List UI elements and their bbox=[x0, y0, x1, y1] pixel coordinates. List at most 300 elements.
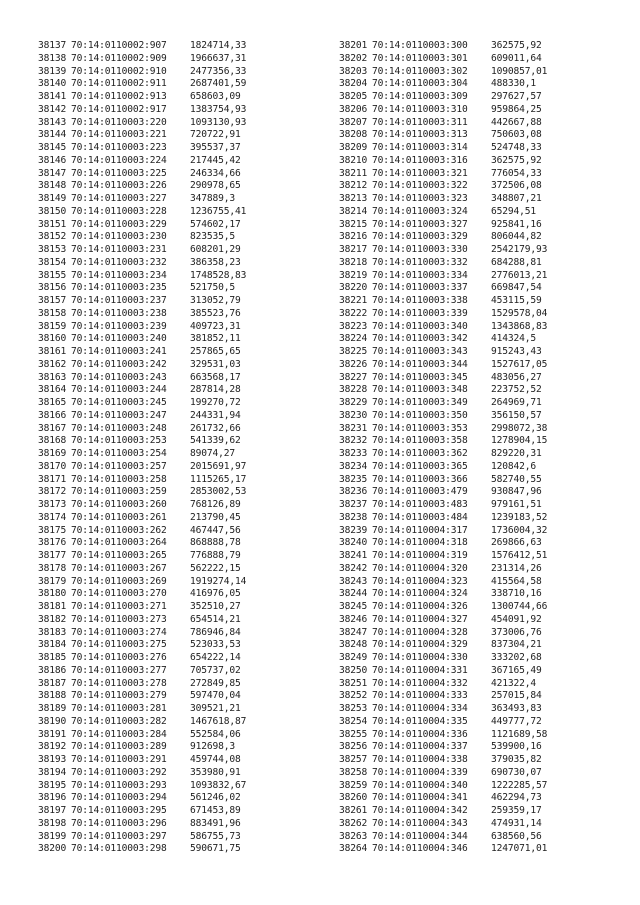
row-number: 38174 bbox=[38, 511, 67, 523]
left-row bbox=[38, 282, 338, 295]
left-row bbox=[38, 91, 338, 104]
value: 483056,27 bbox=[491, 371, 542, 383]
cadastral-number: 70:14:0110003:271 bbox=[71, 601, 167, 612]
row-number: 38227 bbox=[339, 371, 368, 383]
left-row bbox=[38, 843, 338, 856]
row-number: 38245 bbox=[339, 601, 368, 612]
cadastral-number: 70:14:0110003:264 bbox=[71, 537, 167, 549]
left-row bbox=[38, 410, 338, 423]
row-number: 38184 bbox=[38, 639, 67, 651]
row-number: 38158 bbox=[38, 307, 67, 319]
value: 409723,31 bbox=[190, 320, 241, 332]
value: 829220,31 bbox=[491, 448, 542, 459]
value: 1576412,51 bbox=[491, 550, 548, 561]
value: 868888,78 bbox=[190, 537, 241, 549]
right-row bbox=[339, 168, 639, 181]
right-row bbox=[339, 282, 639, 295]
value: 347889,3 bbox=[190, 193, 236, 204]
left-row bbox=[38, 257, 338, 270]
row-number: 38138 bbox=[38, 52, 67, 64]
left-row bbox=[38, 537, 338, 550]
row-number: 38241 bbox=[339, 550, 368, 561]
value: 449777,72 bbox=[491, 715, 542, 727]
right-row bbox=[339, 767, 639, 780]
cadastral-number: 70:14:0110004:320 bbox=[372, 562, 468, 574]
left-row bbox=[38, 512, 338, 525]
value: 1748528,83 bbox=[190, 269, 247, 281]
right-row bbox=[339, 435, 639, 448]
left-row bbox=[38, 563, 338, 576]
cadastral-number: 70:14:0110004:341 bbox=[372, 792, 468, 804]
left-row bbox=[38, 104, 338, 117]
left-row bbox=[38, 308, 338, 321]
value: 609011,64 bbox=[491, 52, 542, 64]
value: 1736004,32 bbox=[491, 524, 548, 536]
value: 309521,21 bbox=[190, 703, 241, 714]
right-row bbox=[339, 53, 639, 66]
row-number: 38176 bbox=[38, 537, 67, 549]
value: 257865,65 bbox=[190, 346, 241, 357]
value: 1278904,15 bbox=[491, 435, 548, 447]
value: 244331,94 bbox=[190, 409, 241, 421]
value: 120842,6 bbox=[491, 460, 537, 472]
cadastral-number: 70:14:0110003:289 bbox=[71, 741, 167, 753]
cadastral-number: 70:14:0110004:323 bbox=[372, 575, 468, 587]
value: 521750,5 bbox=[190, 282, 236, 294]
row-number: 38204 bbox=[339, 78, 368, 90]
cadastral-number: 70:14:0110004:339 bbox=[372, 766, 468, 778]
value: 454091,92 bbox=[491, 613, 542, 625]
row-number: 38161 bbox=[38, 346, 67, 357]
value: 385523,76 bbox=[190, 307, 241, 319]
cadastral-number: 70:14:0110003:276 bbox=[71, 652, 167, 663]
row-number: 38181 bbox=[38, 601, 67, 612]
cadastral-number: 70:14:0110003:366 bbox=[372, 473, 468, 485]
cadastral-number: 70:14:0110003:234 bbox=[71, 269, 167, 281]
cadastral-number: 70:14:0110003:479 bbox=[372, 486, 468, 498]
row-number: 38222 bbox=[339, 307, 368, 319]
row-number: 38242 bbox=[339, 562, 368, 574]
value: 367165,49 bbox=[491, 664, 542, 676]
row-number: 38153 bbox=[38, 244, 67, 255]
left-row bbox=[38, 168, 338, 181]
left-row bbox=[38, 66, 338, 79]
cadastral-number: 70:14:0110003:348 bbox=[372, 384, 468, 396]
row-number: 38255 bbox=[339, 728, 368, 740]
value: 883491,96 bbox=[190, 817, 241, 829]
right-row bbox=[339, 410, 639, 423]
cadastral-number: 70:14:0110004:317 bbox=[372, 524, 468, 536]
right-row bbox=[339, 576, 639, 589]
row-number: 38244 bbox=[339, 588, 368, 600]
right-row bbox=[339, 295, 639, 308]
left-row bbox=[38, 295, 338, 308]
row-number: 38211 bbox=[339, 167, 368, 179]
value: 1343868,83 bbox=[491, 320, 548, 332]
value: 65294,51 bbox=[491, 205, 537, 217]
cadastral-number: 70:14:0110003:223 bbox=[71, 142, 167, 153]
row-number: 38148 bbox=[38, 180, 67, 192]
value: 372506,08 bbox=[491, 180, 542, 192]
value: 1966637,31 bbox=[190, 52, 247, 64]
right-row bbox=[339, 372, 639, 385]
right-row bbox=[339, 486, 639, 499]
left-row bbox=[38, 448, 338, 461]
cadastral-number: 70:14:0110002:911 bbox=[71, 78, 167, 90]
row-number: 38189 bbox=[38, 703, 67, 714]
cadastral-number: 70:14:0110003:267 bbox=[71, 562, 167, 574]
value: 562222,15 bbox=[190, 562, 241, 574]
row-number: 38162 bbox=[38, 358, 67, 370]
cadastral-number: 70:14:0110003:294 bbox=[71, 792, 167, 804]
right-row bbox=[339, 91, 639, 104]
row-number: 38179 bbox=[38, 575, 67, 587]
row-number: 38143 bbox=[38, 116, 67, 128]
row-number: 38207 bbox=[339, 116, 368, 128]
left-row bbox=[38, 423, 338, 436]
right-row bbox=[339, 716, 639, 729]
cadastral-number: 70:14:0110004:331 bbox=[372, 664, 468, 676]
row-number: 38203 bbox=[339, 65, 368, 77]
value: 654222,14 bbox=[190, 652, 241, 663]
row-number: 38251 bbox=[339, 677, 368, 689]
row-number: 38140 bbox=[38, 78, 67, 90]
right-row bbox=[339, 117, 639, 130]
row-number: 38199 bbox=[38, 830, 67, 842]
cadastral-number: 70:14:0110003:324 bbox=[372, 205, 468, 217]
left-row bbox=[38, 244, 338, 257]
row-number: 38175 bbox=[38, 524, 67, 536]
right-row bbox=[339, 601, 639, 614]
cadastral-number: 70:14:0110004:330 bbox=[372, 652, 468, 663]
cadastral-number: 70:14:0110003:258 bbox=[71, 473, 167, 485]
cadastral-number: 70:14:0110003:232 bbox=[71, 256, 167, 268]
row-number: 38168 bbox=[38, 435, 67, 447]
value: 373006,76 bbox=[491, 626, 542, 638]
cadastral-number: 70:14:0110003:297 bbox=[71, 830, 167, 842]
cadastral-number: 70:14:0110003:296 bbox=[71, 817, 167, 829]
cadastral-number: 70:14:0110004:324 bbox=[372, 588, 468, 600]
row-number: 38157 bbox=[38, 295, 67, 306]
row-number: 38186 bbox=[38, 664, 67, 676]
value: 823535,5 bbox=[190, 231, 236, 243]
value: 333202,68 bbox=[491, 652, 542, 663]
value: 313052,79 bbox=[190, 295, 241, 306]
value: 638560,56 bbox=[491, 830, 542, 842]
value: 338710,16 bbox=[491, 588, 542, 600]
row-number: 38240 bbox=[339, 537, 368, 549]
value: 415564,58 bbox=[491, 575, 542, 587]
right-row bbox=[339, 792, 639, 805]
row-number: 38248 bbox=[339, 639, 368, 651]
cadastral-number: 70:14:0110004:327 bbox=[372, 613, 468, 625]
right-row bbox=[339, 244, 639, 257]
right-row bbox=[339, 741, 639, 754]
right-row bbox=[339, 321, 639, 334]
value: 586755,73 bbox=[190, 830, 241, 842]
right-row bbox=[339, 678, 639, 691]
row-number: 38239 bbox=[339, 524, 368, 536]
row-number: 38217 bbox=[339, 244, 368, 255]
row-number: 38187 bbox=[38, 677, 67, 689]
row-number: 38142 bbox=[38, 103, 67, 115]
cadastral-number: 70:14:0110003:227 bbox=[71, 193, 167, 204]
value: 582740,55 bbox=[491, 473, 542, 485]
row-number: 38205 bbox=[339, 91, 368, 102]
value: 467447,56 bbox=[190, 524, 241, 536]
row-number: 38228 bbox=[339, 384, 368, 396]
value: 272849,85 bbox=[190, 677, 241, 689]
cadastral-number: 70:14:0110004:337 bbox=[372, 741, 468, 753]
row-number: 38178 bbox=[38, 562, 67, 574]
cadastral-number: 70:14:0110003:310 bbox=[372, 103, 468, 115]
right-row bbox=[339, 474, 639, 487]
cadastral-number: 70:14:0110003:330 bbox=[372, 244, 468, 255]
row-number: 38152 bbox=[38, 231, 67, 243]
row-number: 38144 bbox=[38, 129, 67, 141]
value: 1093832,67 bbox=[190, 779, 247, 791]
row-number: 38231 bbox=[339, 422, 368, 434]
value: 442667,88 bbox=[491, 116, 542, 128]
cadastral-number: 70:14:0110003:241 bbox=[71, 346, 167, 357]
right-row bbox=[339, 843, 639, 856]
value: 453115,59 bbox=[491, 295, 542, 306]
row-number: 38208 bbox=[339, 129, 368, 141]
right-row bbox=[339, 690, 639, 703]
left-row bbox=[38, 78, 338, 91]
cadastral-number: 70:14:0110003:235 bbox=[71, 282, 167, 294]
cadastral-number: 70:14:0110003:282 bbox=[71, 715, 167, 727]
right-row bbox=[339, 831, 639, 844]
right-row bbox=[339, 346, 639, 359]
value: 1529578,04 bbox=[491, 307, 548, 319]
right-row bbox=[339, 142, 639, 155]
cadastral-number: 70:14:0110003:224 bbox=[71, 154, 167, 166]
right-row bbox=[339, 308, 639, 321]
value: 1247071,01 bbox=[491, 843, 548, 855]
left-row bbox=[38, 372, 338, 385]
right-row bbox=[339, 754, 639, 767]
row-number: 38172 bbox=[38, 486, 67, 498]
row-number: 38151 bbox=[38, 218, 67, 230]
cadastral-number: 70:14:0110003:295 bbox=[71, 805, 167, 816]
cadastral-number: 70:14:0110003:483 bbox=[372, 499, 468, 510]
cadastral-number: 70:14:0110003:323 bbox=[372, 193, 468, 204]
row-number: 38256 bbox=[339, 741, 368, 753]
left-row bbox=[38, 40, 338, 53]
cadastral-number: 70:14:0110003:309 bbox=[372, 91, 468, 102]
value: 462294,73 bbox=[491, 792, 542, 804]
value: 199270,72 bbox=[190, 397, 241, 408]
left-row bbox=[38, 627, 338, 640]
left-row bbox=[38, 601, 338, 614]
value: 290978,65 bbox=[190, 180, 241, 192]
value: 786946,84 bbox=[190, 626, 241, 638]
cadastral-number: 70:14:0110003:265 bbox=[71, 550, 167, 561]
row-number: 38243 bbox=[339, 575, 368, 587]
right-row bbox=[339, 257, 639, 270]
value: 523033,53 bbox=[190, 639, 241, 651]
cadastral-number: 70:14:0110003:358 bbox=[372, 435, 468, 447]
cadastral-number: 70:14:0110003:338 bbox=[372, 295, 468, 306]
row-number: 38197 bbox=[38, 805, 67, 816]
cadastral-number: 70:14:0110004:319 bbox=[372, 550, 468, 561]
left-row bbox=[38, 474, 338, 487]
cadastral-number: 70:14:0110003:253 bbox=[71, 435, 167, 447]
cadastral-number: 70:14:0110003:321 bbox=[372, 167, 468, 179]
value: 217445,42 bbox=[190, 154, 241, 166]
right-row bbox=[339, 499, 639, 512]
cadastral-number: 70:14:0110003:240 bbox=[71, 333, 167, 345]
row-number: 38192 bbox=[38, 741, 67, 753]
row-number: 38182 bbox=[38, 613, 67, 625]
row-number: 38141 bbox=[38, 91, 67, 102]
cadastral-number: 70:14:0110003:242 bbox=[71, 358, 167, 370]
value: 1467618,87 bbox=[190, 715, 247, 727]
cadastral-number: 70:14:0110004:328 bbox=[372, 626, 468, 638]
value: 608201,29 bbox=[190, 244, 241, 255]
left-row bbox=[38, 397, 338, 410]
cadastral-number: 70:14:0110003:279 bbox=[71, 690, 167, 702]
row-number: 38232 bbox=[339, 435, 368, 447]
value: 912698,3 bbox=[190, 741, 236, 753]
value: 246334,66 bbox=[190, 167, 241, 179]
value: 362575,92 bbox=[491, 154, 542, 166]
left-row bbox=[38, 321, 338, 334]
cadastral-number: 70:14:0110003:220 bbox=[71, 116, 167, 128]
cadastral-number: 70:14:0110002:913 bbox=[71, 91, 167, 102]
cadastral-number: 70:14:0110003:260 bbox=[71, 499, 167, 510]
row-number: 38183 bbox=[38, 626, 67, 638]
left-row bbox=[38, 805, 338, 818]
row-number: 38202 bbox=[339, 52, 368, 64]
cadastral-number: 70:14:0110003:298 bbox=[71, 843, 167, 855]
cadastral-number: 70:14:0110004:342 bbox=[372, 805, 468, 816]
row-number: 38252 bbox=[339, 690, 368, 702]
left-row bbox=[38, 346, 338, 359]
row-number: 38190 bbox=[38, 715, 67, 727]
row-number: 38137 bbox=[38, 40, 67, 51]
row-number: 38154 bbox=[38, 256, 67, 268]
cadastral-number: 70:14:0110003:277 bbox=[71, 664, 167, 676]
row-number: 38145 bbox=[38, 142, 67, 153]
value: 223752,52 bbox=[491, 384, 542, 396]
value: 2687401,59 bbox=[190, 78, 247, 90]
cadastral-number: 70:14:0110003:350 bbox=[372, 409, 468, 421]
value: 768126,89 bbox=[190, 499, 241, 510]
row-number: 38159 bbox=[38, 320, 67, 332]
value: 353980,91 bbox=[190, 766, 241, 778]
value: 2542179,93 bbox=[491, 244, 548, 255]
value: 386358,23 bbox=[190, 256, 241, 268]
value: 213790,45 bbox=[190, 511, 241, 523]
row-number: 38198 bbox=[38, 817, 67, 829]
row-number: 38215 bbox=[339, 218, 368, 230]
value: 959864,25 bbox=[491, 103, 542, 115]
cadastral-number: 70:14:0110003:293 bbox=[71, 779, 167, 791]
left-row bbox=[38, 639, 338, 652]
row-number: 38163 bbox=[38, 371, 67, 383]
cadastral-number: 70:14:0110004:326 bbox=[372, 601, 468, 612]
left-row bbox=[38, 818, 338, 831]
left-row bbox=[38, 652, 338, 665]
row-number: 38259 bbox=[339, 779, 368, 791]
row-number: 38257 bbox=[339, 754, 368, 765]
value: 539900,16 bbox=[491, 741, 542, 753]
row-number: 38214 bbox=[339, 205, 368, 217]
value: 597470,04 bbox=[190, 690, 241, 702]
row-number: 38170 bbox=[38, 460, 67, 472]
value: 2477356,33 bbox=[190, 65, 247, 77]
right-row bbox=[339, 639, 639, 652]
value: 379035,82 bbox=[491, 754, 542, 765]
cadastral-number: 70:14:0110004:329 bbox=[372, 639, 468, 651]
value: 352510,27 bbox=[190, 601, 241, 612]
right-row bbox=[339, 563, 639, 576]
right-row bbox=[339, 627, 639, 640]
row-number: 38150 bbox=[38, 205, 67, 217]
left-row bbox=[38, 754, 338, 767]
left-row bbox=[38, 831, 338, 844]
cadastral-number: 70:14:0110002:909 bbox=[71, 52, 167, 64]
left-row bbox=[38, 576, 338, 589]
left-row bbox=[38, 780, 338, 793]
row-number: 38146 bbox=[38, 154, 67, 166]
row-number: 38206 bbox=[339, 103, 368, 115]
value: 705737,02 bbox=[190, 664, 241, 676]
left-row bbox=[38, 792, 338, 805]
cadastral-number: 70:14:0110003:243 bbox=[71, 371, 167, 383]
value: 2998072,38 bbox=[491, 422, 548, 434]
row-number: 38169 bbox=[38, 448, 67, 459]
right-row bbox=[339, 129, 639, 142]
left-row bbox=[38, 53, 338, 66]
cadastral-number: 70:14:0110003:327 bbox=[372, 218, 468, 230]
cadastral-number: 70:14:0110003:343 bbox=[372, 346, 468, 357]
row-number: 38201 bbox=[339, 40, 368, 51]
row-number: 38260 bbox=[339, 792, 368, 804]
row-number: 38167 bbox=[38, 422, 67, 434]
row-number: 38149 bbox=[38, 193, 67, 204]
cadastral-number: 70:14:0110003:311 bbox=[372, 116, 468, 128]
right-row bbox=[339, 537, 639, 550]
right-row bbox=[339, 729, 639, 742]
row-number: 38234 bbox=[339, 460, 368, 472]
right-row bbox=[339, 40, 639, 53]
cadastral-number: 70:14:0110003:342 bbox=[372, 333, 468, 345]
row-number: 38180 bbox=[38, 588, 67, 600]
value: 1222285,57 bbox=[491, 779, 548, 791]
cadastral-number: 70:14:0110004:333 bbox=[372, 690, 468, 702]
left-row bbox=[38, 499, 338, 512]
cadastral-number: 70:14:0110004:343 bbox=[372, 817, 468, 829]
value: 552584,06 bbox=[190, 728, 241, 740]
row-number: 38249 bbox=[339, 652, 368, 663]
cadastral-number: 70:14:0110002:907 bbox=[71, 40, 167, 51]
value: 979161,51 bbox=[491, 499, 542, 510]
cadastral-number: 70:14:0110003:300 bbox=[372, 40, 468, 51]
left-row bbox=[38, 690, 338, 703]
cadastral-number: 70:14:0110004:340 bbox=[372, 779, 468, 791]
right-row bbox=[339, 180, 639, 193]
cadastral-number: 70:14:0110003:231 bbox=[71, 244, 167, 255]
right-row bbox=[339, 614, 639, 627]
value: 776888,79 bbox=[190, 550, 241, 561]
row-number: 38200 bbox=[38, 843, 67, 855]
right-row bbox=[339, 155, 639, 168]
right-row bbox=[339, 66, 639, 79]
cadastral-number: 70:14:0110003:221 bbox=[71, 129, 167, 141]
